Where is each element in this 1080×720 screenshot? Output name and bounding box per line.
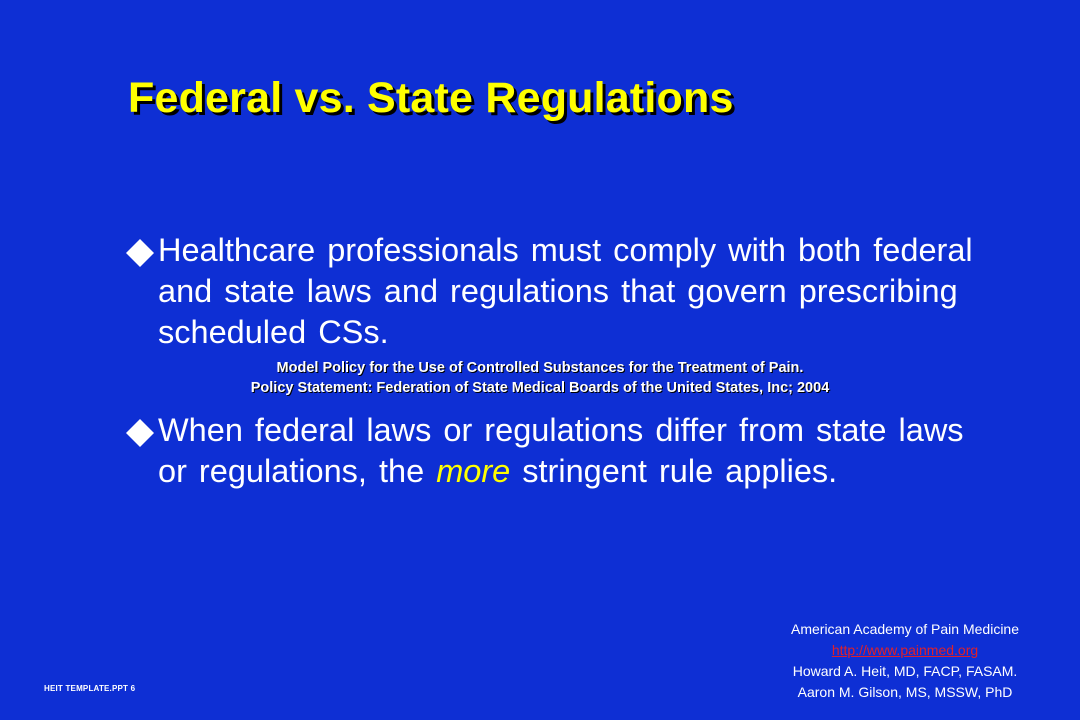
citation-line: Policy Statement: Federation of State Medical Boards of the United States, Inc; 2004	[250, 380, 830, 396]
bullet-text: Healthcare professionals must comply with both federal and state laws and regulations that govern prescribing scheduled CSs.	[158, 232, 973, 350]
bullet-text	[158, 410, 1004, 492]
diamond-bullet-icon	[124, 417, 156, 449]
author-credit: Aaron M. Gilson, MS, MSSW, PhD	[797, 684, 1013, 700]
website-link[interactable]: http://www.painmed.org	[831, 642, 979, 658]
credits-block	[700, 619, 1080, 703]
citation	[0, 358, 1080, 398]
organization-name: American Academy of Pain Medicine	[791, 621, 1019, 637]
bullet-item	[124, 410, 1004, 492]
footer-file-label: HEIT TEMPLATE.PPT 6	[44, 684, 136, 693]
emphasis-text: more	[436, 453, 511, 489]
slide-title: Federal vs. State Regulations	[128, 74, 734, 122]
citation-line: Model Policy for the Use of Controlled Substances for the Treatment of Pain.	[276, 360, 804, 376]
diamond-bullet-icon	[124, 237, 156, 269]
bullet-item	[124, 230, 1004, 353]
bullet-text-part: stringent rule applies.	[510, 453, 838, 489]
author-credit: Howard A. Heit, MD, FACP, FASAM.	[792, 663, 1018, 679]
bullet-text-part: When federal laws or regulations differ from state laws or regulations, the	[158, 412, 964, 489]
